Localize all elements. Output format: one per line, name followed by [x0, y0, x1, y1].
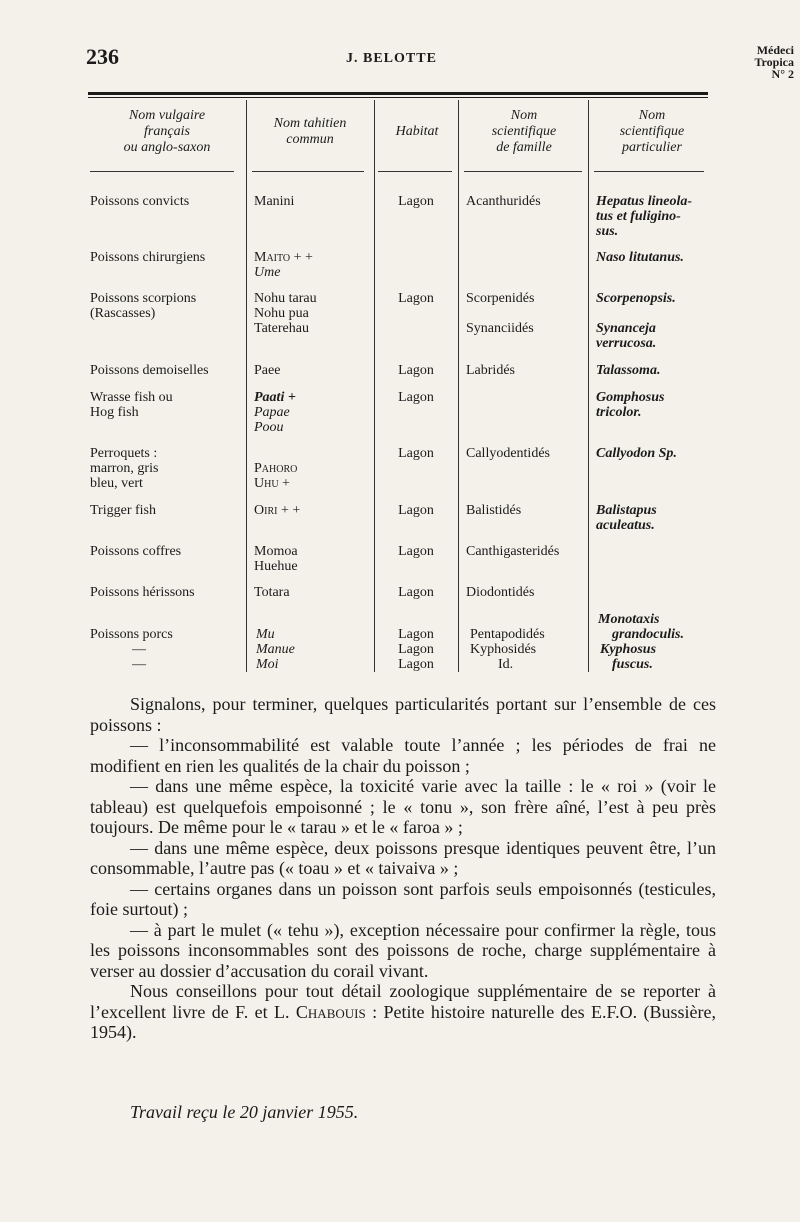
- header-underline-2: [252, 171, 364, 172]
- header-underline-5: [594, 171, 704, 172]
- received-date: Travail reçu le 20 janvier 1955.: [130, 1102, 359, 1122]
- header-line: particulier: [622, 140, 682, 155]
- table-cell-species: fuscus.: [612, 657, 653, 672]
- header-underline-1: [90, 171, 234, 172]
- header-underline-4: [464, 171, 582, 172]
- table-cell-tahitian: Papae Poou: [254, 405, 290, 435]
- running-head: J. BELOTTE: [346, 51, 437, 66]
- table-cell-tahitian: Paee: [254, 363, 281, 378]
- column-header-habitat: [378, 124, 456, 140]
- column-divider-1: [246, 100, 247, 672]
- header-line: commun: [286, 132, 334, 147]
- table-cell-tahitian: Ume: [254, 265, 281, 280]
- paragraph: — certains organes dans un poisson sont parfois seuls empoisonnés (testicules, foie surtout) ;: [90, 878, 716, 919]
- paragraph-text: : Petite histoire naturelle des E.F.O. (Bussière, 1954).: [90, 1001, 717, 1042]
- table-cell-family: Labridés: [466, 363, 515, 378]
- table-cell-tahitian: Paati +: [254, 390, 296, 405]
- table-cell-habitat: Lagon: [398, 363, 434, 378]
- table-cell-family: Balistidés: [466, 503, 522, 518]
- column-header-tahitian-name: [250, 116, 370, 148]
- table-cell-habitat: Lagon: [398, 642, 434, 657]
- table-cell-family: Pentapodidés: [470, 627, 545, 642]
- table-cell-species: Monotaxis: [598, 612, 660, 627]
- header-line: Nom vulgaire: [128, 108, 206, 123]
- table-cell-tahitian: Uhu +: [254, 476, 290, 491]
- table-cell-species: Hepatus lineola- tus et fuligino- sus.: [596, 194, 693, 239]
- header-underline-3: [378, 171, 452, 172]
- header-line: ou anglo-saxon: [123, 140, 211, 155]
- table-cell-tahitian: Manue: [256, 642, 295, 657]
- table-cell-species: Callyodon Sp.: [596, 446, 677, 461]
- header-line: scientifique: [619, 124, 685, 139]
- table-cell-tahitian: Oiri + +: [254, 503, 301, 518]
- table-cell-tahitian: Nohu tarau Nohu pua Taterehau: [254, 291, 317, 336]
- column-header-family: [462, 108, 586, 156]
- header-line: de famille: [496, 140, 552, 155]
- table-cell-common: —: [132, 657, 146, 672]
- paragraph-text: Nous conseillons pour tout détail zoologique supplémentaire de se reporter à l’excellent livre de F. et L.: [90, 981, 716, 1022]
- body-text: [90, 694, 716, 1043]
- table-cell-family: Id.: [498, 657, 514, 672]
- table-cell-family: Kyphosidés: [470, 642, 537, 657]
- table-cell-species: Scorpenopsis.: [596, 291, 676, 306]
- table-cell-habitat: Lagon: [398, 627, 434, 642]
- table-cell-common: Perroquets : marron, gris bleu, vert: [90, 446, 159, 491]
- table-cell-species: Gomphosus tricolor.: [596, 390, 665, 420]
- table-cell-habitat: Lagon: [398, 291, 434, 306]
- header-rule-thick: [88, 92, 708, 95]
- paragraph: Signalons, pour terminer, quelques particularités portant sur l’ensemble de ces poissons :: [90, 694, 716, 735]
- table-cell-tahitian: Totara: [254, 585, 290, 600]
- table-cell-common: Poissons chirurgiens: [90, 250, 206, 265]
- table-cell-species: Balistapus aculeatus.: [596, 503, 657, 533]
- table-cell-family: Scorpenidés: [466, 291, 535, 306]
- table-cell-habitat: Lagon: [398, 194, 434, 209]
- table-cell-common: Poissons coffres: [90, 544, 182, 559]
- table-cell-habitat: Lagon: [398, 544, 434, 559]
- table-cell-common: Poissons porcs: [90, 627, 173, 642]
- header-rule-thin: [88, 97, 708, 98]
- header-line: Habitat: [395, 124, 439, 139]
- table-cell-habitat: Lagon: [398, 657, 434, 672]
- table-cell-habitat: Lagon: [398, 503, 434, 518]
- paragraph: — dans une même espèce, deux poissons presque identiques peuvent être, l’un consommable, l’autre pas (« toau » et « taivaiva » ;: [90, 837, 716, 878]
- paragraph: — dans une même espèce, la toxicité varie avec la taille : le « roi » (voir le tableau) est quelquefois empoisonné ; le « tonu », son frère aîné, l’est à peu près toujours. De même pour le « tarau » et le « faroa » ;: [90, 776, 716, 837]
- journal-title: [754, 44, 794, 80]
- table-cell-family: Callyodentidés: [466, 446, 550, 461]
- table-cell-common: Trigger fish: [90, 503, 156, 518]
- table-cell-family: Canthigasteridés: [466, 544, 560, 559]
- header-line: Nom: [510, 108, 538, 123]
- table-cell-tahitian: Momoa Huehue: [254, 544, 298, 574]
- journal-line-1: Médeci: [756, 43, 794, 57]
- header-line: Nom tahitien: [273, 116, 347, 131]
- table-cell-family: Diodontidés: [466, 585, 535, 600]
- header-line: scientifique: [491, 124, 557, 139]
- table-cell-species: Synanceja verrucosa.: [596, 321, 657, 351]
- header-line: Nom: [638, 108, 666, 123]
- table-cell-common: Poissons scorpions (Rascasses): [90, 291, 197, 321]
- table-cell-common: Poissons convicts: [90, 194, 190, 209]
- table-cell-tahitian: Moi: [256, 657, 279, 672]
- table-cell-common: Wrasse fish ou Hog fish: [90, 390, 173, 420]
- table-cell-tahitian: Manini: [254, 194, 295, 209]
- table-cell-tahitian: Mu: [256, 627, 275, 642]
- paragraph: — l’inconsommabilité est valable toute l’année ; les périodes de frai ne modifient en rien les qualités de la chair du poisson ;: [90, 735, 716, 776]
- column-divider-4: [588, 100, 589, 672]
- table-cell-tahitian: Maito + +: [254, 250, 313, 265]
- page-number: 236: [86, 44, 119, 69]
- table-cell-common: —: [132, 642, 146, 657]
- table-cell-species: Talassoma.: [596, 363, 661, 378]
- journal-line-3: N° 2: [771, 67, 794, 81]
- table-cell-family: Acanthuridés: [466, 194, 541, 209]
- journal-line-2: Tropica: [754, 55, 794, 69]
- table-cell-habitat: Lagon: [398, 390, 434, 405]
- table-cell-common: Poissons hérissons: [90, 585, 195, 600]
- author-name: Chabouis: [295, 1001, 366, 1022]
- table-cell-habitat: Lagon: [398, 585, 434, 600]
- table-cell-species: grandoculis.: [612, 627, 684, 642]
- table-cell-tahitian: Pahoro: [254, 461, 298, 476]
- table-cell-species: Naso litutanus.: [596, 250, 684, 265]
- table-cell-family: Synanciidés: [466, 321, 534, 336]
- table-cell-habitat: Lagon: [398, 446, 434, 461]
- table-cell-common: Poissons demoiselles: [90, 363, 209, 378]
- paragraph: — à part le mulet (« tehu »), exception nécessaire pour confirmer la règle, tous les poissons inconsommables sont des poissons de roche, charge supplémentaire à verser au dossier d’accusation du corail vivant.: [90, 919, 716, 981]
- column-header-species: [592, 108, 712, 156]
- header-line: français: [144, 124, 190, 139]
- table-cell-species: Kyphosus: [600, 642, 657, 657]
- column-header-common-name: [92, 108, 242, 156]
- paragraph: [90, 981, 716, 1043]
